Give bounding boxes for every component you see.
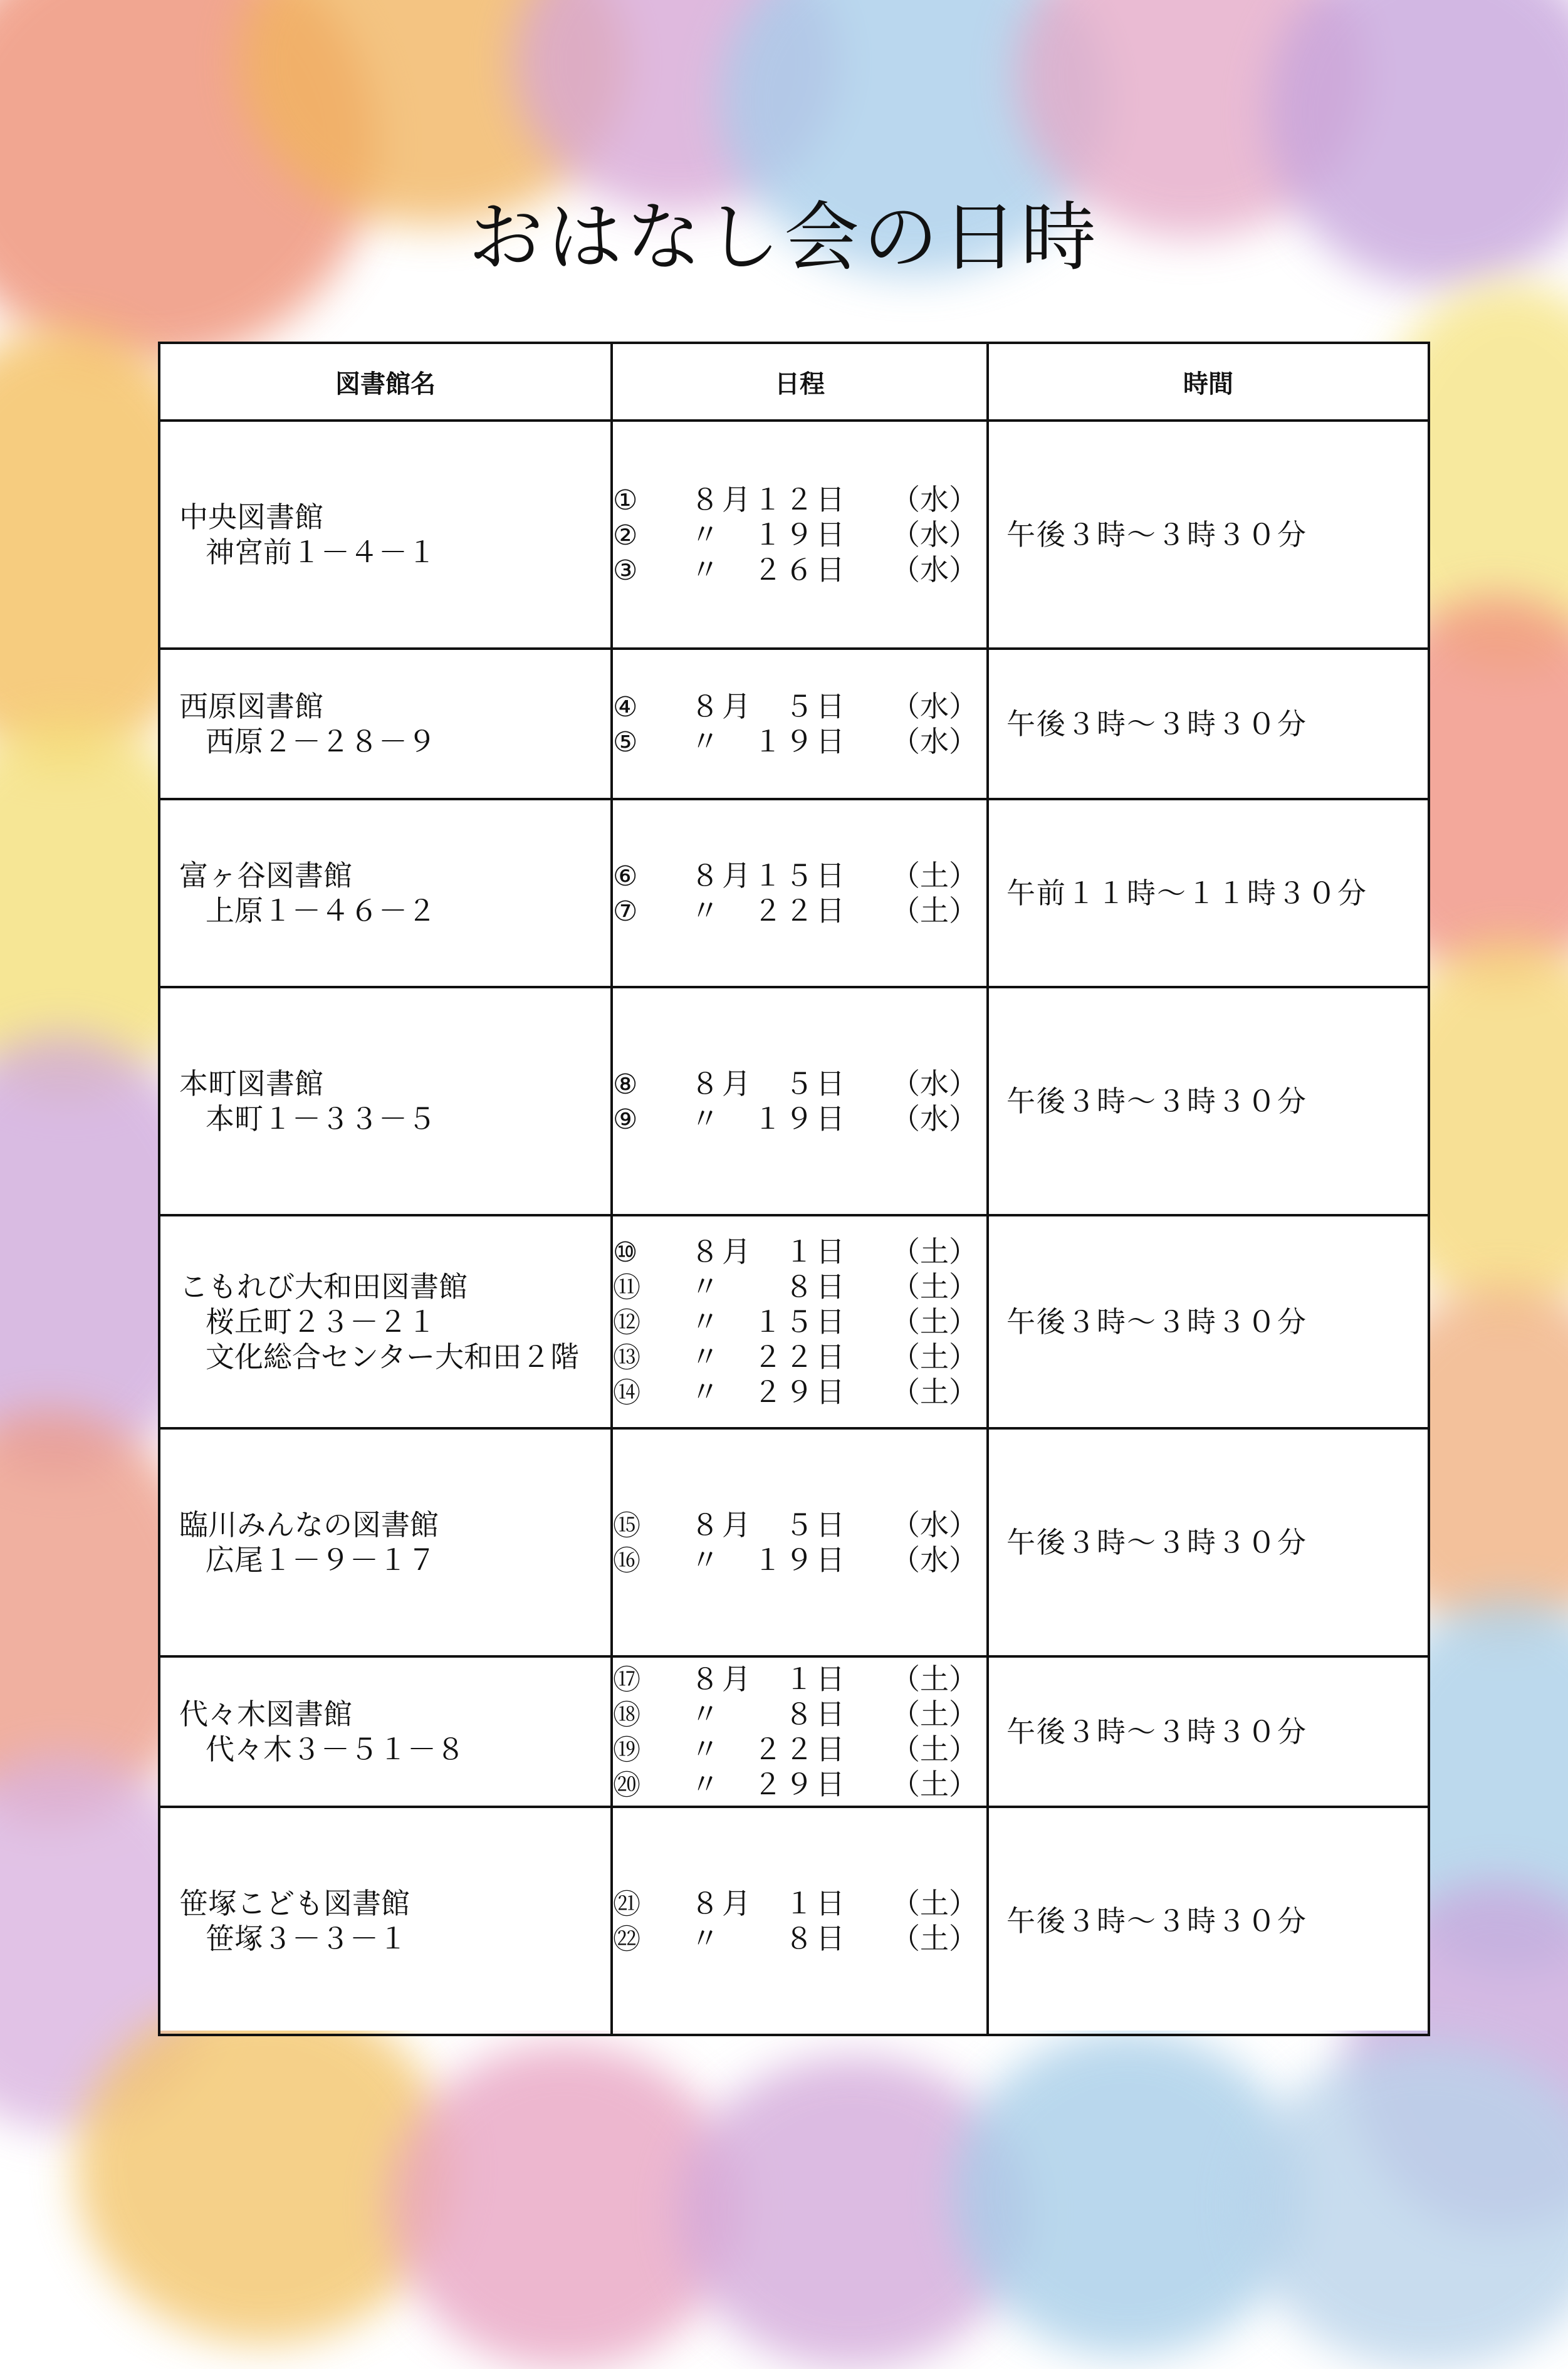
date-line xyxy=(613,1661,986,1697)
session-number: ⑦ xyxy=(613,896,638,928)
date-line xyxy=(613,1732,986,1767)
date-line xyxy=(613,1542,986,1577)
session-weekday: （土） xyxy=(891,1732,978,1766)
session-number: ⑨ xyxy=(613,1104,638,1136)
session-weekday: （土） xyxy=(891,894,978,928)
schedule-table xyxy=(158,342,1430,2036)
session-number: ⑳ xyxy=(613,1769,640,1801)
session-date: 〃 １５日 xyxy=(691,1305,847,1339)
date-line xyxy=(613,893,986,928)
library-address: 桜丘町２３－２１ xyxy=(206,1305,436,1339)
session-date: ８月 ５日 xyxy=(691,689,847,723)
library-address: 広尾１－９－１７ xyxy=(206,1543,436,1577)
library-cell xyxy=(159,1215,612,1428)
session-number: ⑰ xyxy=(613,1664,640,1696)
session-weekday: （水） xyxy=(891,1543,978,1577)
session-number: ② xyxy=(613,520,638,552)
session-number: ③ xyxy=(613,555,638,587)
schedule-cell xyxy=(612,421,988,649)
schedule-cell xyxy=(612,1656,988,1807)
library-name: こもれび大和田図書館 xyxy=(179,1270,468,1304)
header-time: 時間 xyxy=(988,343,1429,421)
session-date: 〃 ８日 xyxy=(691,1922,847,1955)
table-body xyxy=(159,421,1429,2035)
date-line xyxy=(613,1921,986,1956)
session-number: ⑮ xyxy=(613,1510,640,1542)
session-date: 〃 ８日 xyxy=(691,1697,847,1731)
date-line xyxy=(613,1507,986,1542)
session-date: 〃 ２９日 xyxy=(691,1767,847,1801)
table-row xyxy=(159,987,1429,1215)
session-number: ㉑ xyxy=(613,1888,640,1920)
table-row xyxy=(159,1807,1429,2035)
session-number: ④ xyxy=(613,691,638,723)
library-cell xyxy=(159,1807,612,2035)
date-line xyxy=(613,1101,986,1136)
library-name: 代々木図書館 xyxy=(179,1697,352,1731)
session-date: 〃 ２６日 xyxy=(691,553,847,587)
library-name: 西原図書館 xyxy=(179,689,323,723)
table-row xyxy=(159,1215,1429,1428)
library-cell xyxy=(159,421,612,649)
session-date: ８月 １日 xyxy=(691,1662,847,1696)
schedule-cell xyxy=(612,799,988,987)
library-address: 笹塚３－３－１ xyxy=(206,1922,407,1955)
session-weekday: （土） xyxy=(891,1767,978,1801)
session-weekday: （水） xyxy=(891,689,978,723)
library-address: 上原１－４６－２ xyxy=(206,894,436,928)
library-cell xyxy=(159,799,612,987)
library-cell xyxy=(159,1656,612,1807)
session-number: ⑲ xyxy=(613,1734,640,1766)
time-cell: 午後３時～３時３０分 xyxy=(988,1807,1429,2035)
library-cell xyxy=(159,987,612,1215)
session-weekday: （土） xyxy=(891,1662,978,1696)
session-date: ８月 ５日 xyxy=(691,1508,847,1542)
session-number: ⑱ xyxy=(613,1699,640,1731)
session-weekday: （土） xyxy=(891,1375,978,1409)
session-number: ⑬ xyxy=(613,1342,640,1374)
date-line xyxy=(613,1339,986,1374)
session-date: 〃 １９日 xyxy=(691,518,847,552)
session-weekday: （土） xyxy=(891,859,978,892)
time-cell: 午前１１時～１１時３０分 xyxy=(988,799,1429,987)
time-cell: 午後３時～３時３０分 xyxy=(988,1215,1429,1428)
header-schedule: 日程 xyxy=(612,343,988,421)
session-number: ① xyxy=(613,484,638,516)
library-address: 代々木３－５１－８ xyxy=(206,1732,465,1766)
session-number: ⑪ xyxy=(613,1272,640,1304)
library-address: 神宮前１－４－１ xyxy=(206,535,436,569)
date-line xyxy=(613,482,986,517)
session-number: ⑩ xyxy=(613,1237,638,1268)
session-weekday: （水） xyxy=(891,553,978,587)
session-weekday: （土） xyxy=(891,1270,978,1304)
time-cell: 午後３時～３時３０分 xyxy=(988,649,1429,799)
table-row xyxy=(159,649,1429,799)
date-line xyxy=(613,858,986,893)
session-date: 〃 ２９日 xyxy=(691,1375,847,1409)
date-line xyxy=(613,1269,986,1304)
library-address: 西原２－２８－９ xyxy=(206,724,436,758)
session-date: 〃 ２２日 xyxy=(691,1732,847,1766)
date-line xyxy=(613,1066,986,1101)
session-date: 〃 ２２日 xyxy=(691,894,847,928)
date-line xyxy=(613,1767,986,1802)
date-line xyxy=(613,689,986,724)
session-weekday: （土） xyxy=(891,1305,978,1339)
session-number: ㉒ xyxy=(613,1923,640,1955)
date-line xyxy=(613,1886,986,1921)
session-weekday: （水） xyxy=(891,1508,978,1542)
session-number: ⑤ xyxy=(613,726,638,758)
session-date: 〃 ８日 xyxy=(691,1270,847,1304)
session-date: ８月１５日 xyxy=(691,859,847,892)
session-number: ⑧ xyxy=(613,1069,638,1101)
library-name: 笹塚こども図書館 xyxy=(179,1886,410,1920)
table-row xyxy=(159,1656,1429,1807)
session-date: 〃 １９日 xyxy=(691,1102,847,1136)
table-row xyxy=(159,421,1429,649)
library-cell xyxy=(159,649,612,799)
session-date: ８月 １日 xyxy=(691,1886,847,1920)
session-weekday: （土） xyxy=(891,1886,978,1920)
date-line xyxy=(613,724,986,759)
session-date: 〃 ２２日 xyxy=(691,1340,847,1374)
library-name: 中央図書館 xyxy=(179,500,323,534)
schedule-cell xyxy=(612,1807,988,2035)
library-address: 本町１－３３－５ xyxy=(206,1102,436,1136)
library-name: 富ヶ谷図書館 xyxy=(179,859,352,892)
date-line xyxy=(613,552,986,587)
session-number: ⑭ xyxy=(613,1377,640,1409)
table-header-row xyxy=(159,343,1429,421)
session-weekday: （水） xyxy=(891,1102,978,1136)
session-weekday: （土） xyxy=(891,1922,978,1955)
date-line xyxy=(613,1234,986,1269)
session-weekday: （水） xyxy=(891,1067,978,1101)
session-number: ⑯ xyxy=(613,1545,640,1577)
library-address: 文化総合センター大和田２階 xyxy=(206,1340,580,1374)
schedule-table-container xyxy=(158,342,1428,2031)
date-line xyxy=(613,1304,986,1339)
session-date: 〃 １９日 xyxy=(691,724,847,758)
page-title: おはなし会の日時 xyxy=(468,194,1100,281)
date-line xyxy=(613,1697,986,1732)
session-weekday: （土） xyxy=(891,1697,978,1731)
session-date: ８月１２日 xyxy=(691,483,847,516)
schedule-cell xyxy=(612,987,988,1215)
time-cell: 午後３時～３時３０分 xyxy=(988,421,1429,649)
session-weekday: （土） xyxy=(891,1340,978,1374)
time-cell: 午後３時～３時３０分 xyxy=(988,1428,1429,1656)
schedule-cell xyxy=(612,1215,988,1428)
session-date: ８月 ５日 xyxy=(691,1067,847,1101)
schedule-cell xyxy=(612,1428,988,1656)
session-date: ８月 １日 xyxy=(691,1235,847,1268)
library-cell xyxy=(159,1428,612,1656)
library-name: 本町図書館 xyxy=(179,1067,323,1101)
date-line xyxy=(613,517,986,552)
header-library: 図書館名 xyxy=(159,343,612,421)
date-line xyxy=(613,1374,986,1409)
schedule-cell xyxy=(612,649,988,799)
session-weekday: （水） xyxy=(891,724,978,758)
table-row xyxy=(159,1428,1429,1656)
session-number: ⑥ xyxy=(613,860,638,892)
time-cell: 午後３時～３時３０分 xyxy=(988,1656,1429,1807)
session-number: ⑫ xyxy=(613,1307,640,1339)
library-name: 臨川みんなの図書館 xyxy=(179,1508,439,1542)
session-weekday: （水） xyxy=(891,518,978,552)
session-date: 〃 １９日 xyxy=(691,1543,847,1577)
time-cell: 午後３時～３時３０分 xyxy=(988,987,1429,1215)
session-weekday: （土） xyxy=(891,1235,978,1268)
session-weekday: （水） xyxy=(891,483,978,516)
table-row xyxy=(159,799,1429,987)
